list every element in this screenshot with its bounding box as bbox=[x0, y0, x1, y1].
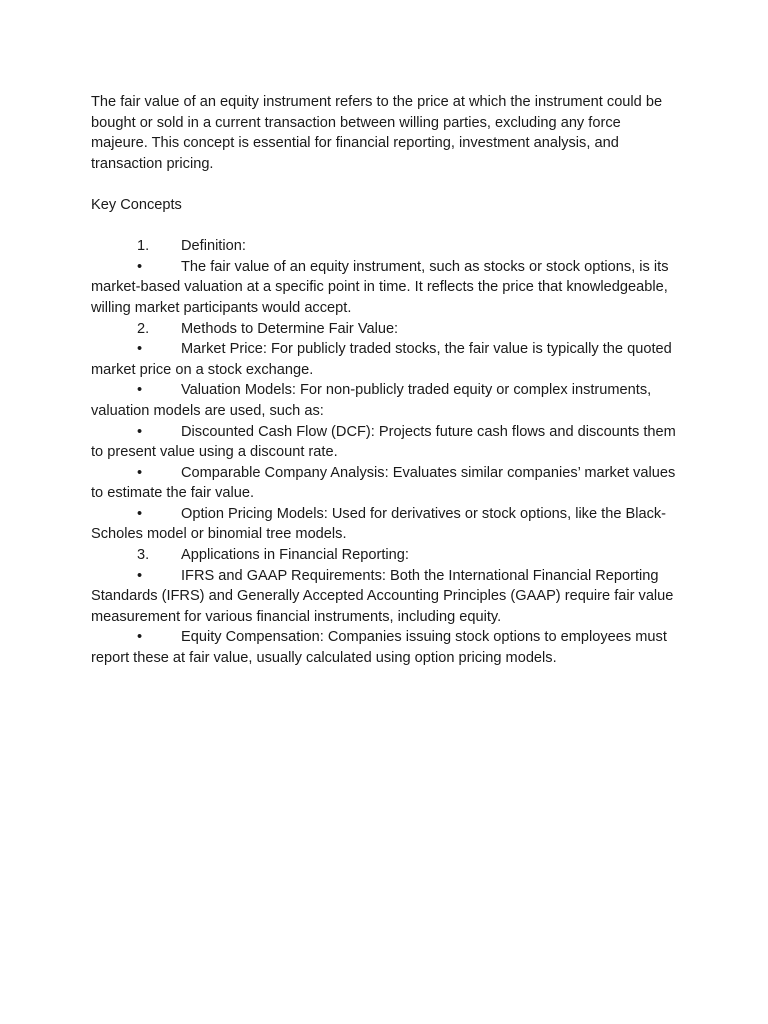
bullet-marker: • bbox=[137, 464, 143, 481]
bullet-marker: • bbox=[137, 258, 143, 275]
bullet-marker: • bbox=[137, 382, 143, 399]
paragraph-spacer bbox=[91, 216, 681, 237]
intro-paragraph: The fair value of an equity instrument refers to the price at which the instrument could be bought or sold in a current transaction between willing parties, excluding any force majeure. This concept is essential for financial reporting, investment analysis, and transaction pricing. bbox=[91, 94, 663, 172]
bullet-marker: • bbox=[137, 629, 143, 646]
list-item-text: Valuation Models: For non-publicly traded equity or complex instruments, valuation models are used, such as: bbox=[91, 382, 652, 419]
list-item-text: Discounted Cash Flow (DCF): Projects future cash flows and discounts them to present value using a discount rate. bbox=[91, 423, 676, 461]
list-item-bullet bbox=[91, 422, 681, 463]
list-item-text: Market Price: For publicly traded stocks, the fair value is typically the quoted market price on a stock exchange. bbox=[91, 341, 672, 378]
list-item-text: Applications in Financial Reporting: bbox=[181, 547, 409, 564]
bullet-marker: • bbox=[137, 567, 143, 584]
list-item-text: Methods to Determine Fair Value: bbox=[181, 320, 399, 337]
list-number: 2. bbox=[137, 320, 150, 337]
list-item-bullet bbox=[91, 566, 681, 628]
list-item-methods bbox=[91, 319, 681, 340]
list-item-bullet bbox=[91, 504, 681, 545]
list-item-applications bbox=[91, 545, 681, 566]
list-item-bullet bbox=[91, 627, 681, 668]
list-item-text: Definition: bbox=[181, 238, 246, 255]
bullet-marker: • bbox=[137, 423, 143, 440]
list-item-bullet bbox=[91, 463, 681, 504]
document-body bbox=[91, 92, 681, 669]
list-item-bullet bbox=[91, 339, 681, 380]
list-item-text: Equity Compensation: Companies issuing stock options to employees must report these at fair value, usually calculated using option pricing models. bbox=[91, 629, 667, 667]
bullet-marker: • bbox=[137, 341, 143, 358]
list-item-text: The fair value of an equity instrument, such as stocks or stock options, is its market-based valuation at a specific point in time. It reflects the price that knowledgeable, willing market participants would accept. bbox=[91, 258, 669, 316]
bullet-marker: • bbox=[137, 505, 143, 522]
list-item-bullet bbox=[91, 257, 681, 319]
list-item-definition bbox=[91, 236, 681, 257]
list-item-text: IFRS and GAAP Requirements: Both the International Financial Reporting Standards (IFRS) and Generally Accepted Accounting Principles (GAAP) require fair value measurement for various financial instruments, including equity. bbox=[91, 567, 674, 625]
list-item-text: Option Pricing Models: Used for derivatives or stock options, like the Black-Scholes model or binomial tree models. bbox=[91, 505, 667, 543]
paragraph-spacer bbox=[91, 174, 681, 195]
list-number: 3. bbox=[137, 547, 150, 564]
section-heading: Key Concepts bbox=[91, 196, 182, 213]
list-item-bullet bbox=[91, 380, 681, 421]
list-number: 1. bbox=[137, 238, 150, 255]
list-item-text: Comparable Company Analysis: Evaluates similar companies’ market values to estimate the fair value. bbox=[91, 464, 676, 502]
